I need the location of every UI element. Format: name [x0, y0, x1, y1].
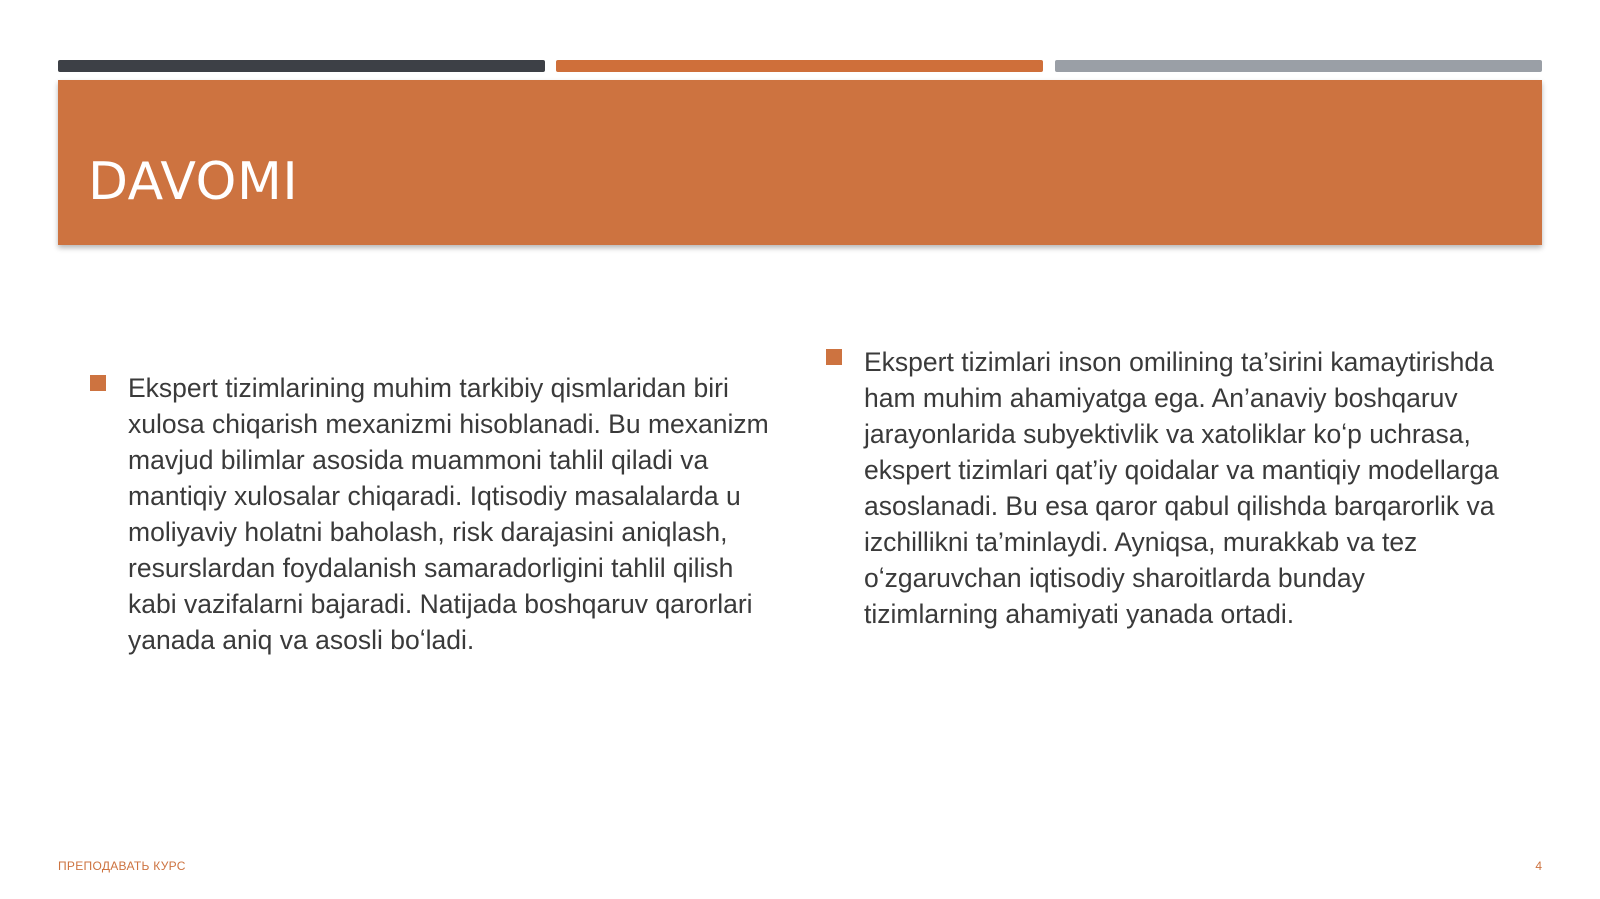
square-bullet-icon [826, 349, 842, 365]
bullet-text: Ekspert tizimlari inson omilining ta’sirini kamaytirishda ham muhim ahamiyatga ega. An’anaviy boshqaruv jarayonlarida subyektivlik va xatoliklar koʻp uchrasa, ekspert tizimlari qat’iy qoidalar va mantiqiy modellarga asoslanadi. Bu esa qaror qabul qilishda barqarorlik va izchillikni ta’minlaydi. Ayniqsa, murakkab va tez oʻzgaruvchan iqtisodiy sharoitlarda bunday tizimlarning ahamiyati yanada ortadi. [864, 347, 1499, 629]
bullet-item-left [90, 370, 770, 658]
accent-bar-dark [58, 60, 545, 72]
bullet-text: Ekspert tizimlarining muhim tarkibiy qismlaridan biri xulosa chiqarish mexanizmi hisoblanadi. Bu mexanizm mavjud bilimlar asosida muammoni tahlil qiladi va mantiqiy xulosalar chiqaradi. Iqtisodiy masalalarda u moliyaviy holatni baholash, risk darajasini aniqlash, resurslardan foydalanish samaradorligini tahlil qilish kabi vazifalarni bajaradi. Natijada boshqaruv qarorlari yanada aniq va asosli boʻladi. [128, 373, 769, 655]
title-band [58, 80, 1542, 245]
square-bullet-icon [90, 375, 106, 391]
bullet-item-right [826, 344, 1506, 632]
accent-bar-gray [1055, 60, 1542, 72]
page-number: 4 [1535, 859, 1542, 873]
footer-text: ПРЕПОДАВАТЬ КУРС [58, 859, 186, 873]
slide-title: DAVOMI [88, 152, 299, 212]
accent-bar-orange [556, 60, 1043, 72]
